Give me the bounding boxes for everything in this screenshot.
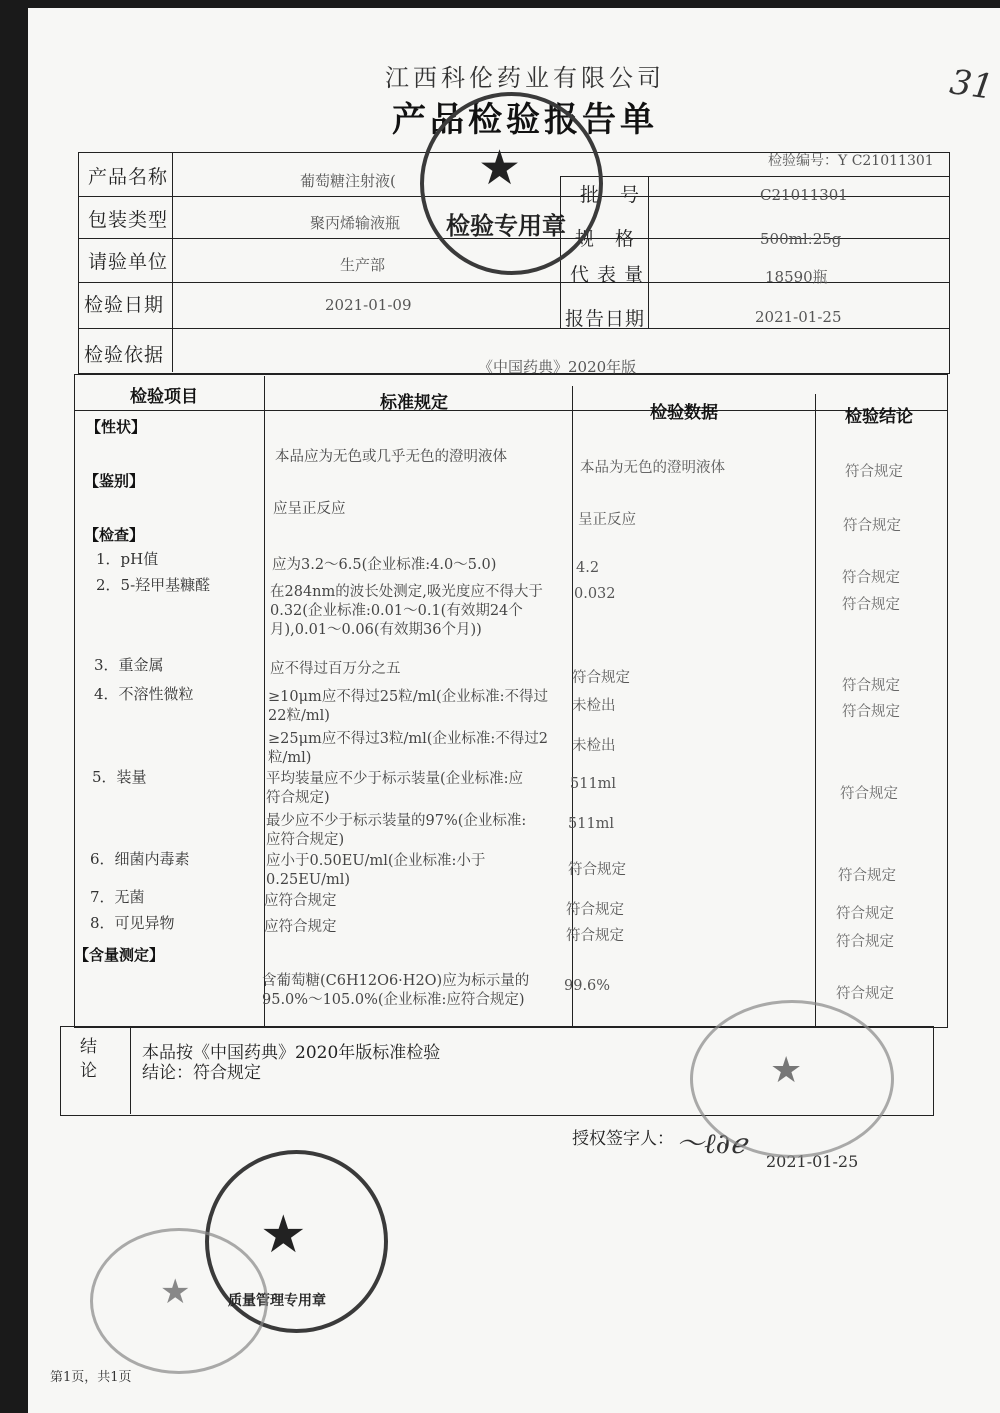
fill-conclusion: 符合规定 [840, 786, 898, 802]
sterile-standard: 应符合规定 [264, 893, 337, 909]
ph-standard: 应为3.2～6.5(企业标准:4.0～5.0) [272, 557, 497, 573]
ph-data: 4.2 [576, 560, 600, 576]
label-package: 包装类型 [88, 209, 169, 231]
label-report-date: 报告日期 [565, 308, 646, 330]
hmf-data: 0.032 [574, 586, 616, 602]
section-inspection: 【检查】 [84, 526, 145, 544]
ident-data: 呈正反应 [578, 512, 636, 528]
fill-data-min: 511ml [568, 816, 615, 832]
item-particles: 4．不溶性微粒 [94, 685, 194, 703]
report-number: 检验编号：Y C21011301 [768, 153, 934, 169]
assay-data: 99.6% [564, 978, 611, 994]
label-test-date: 检验日期 [84, 294, 165, 316]
report-title: 产品检验报告单 [392, 100, 658, 140]
handwritten-signature: 〜ℓ∂ℯ [676, 1127, 747, 1160]
properties-conclusion: 符合规定 [845, 464, 903, 480]
heavy-standard: 应不得过百万分之五 [270, 661, 401, 677]
spec: 500ml:25g [760, 230, 842, 248]
endo-standard: 应小于0.50EU/ml(企业标准:小于0.25EU/ml) [266, 853, 486, 888]
company-name: 江西科伦药业有限公司 [385, 64, 665, 92]
col-data: 检验数据 [650, 403, 718, 423]
section-properties: 【性状】 [86, 418, 147, 436]
star-icon: ★ [160, 1272, 191, 1312]
quantity: 18590瓶 [765, 268, 828, 286]
conclusion-label-2: 论 [80, 1061, 97, 1081]
particle-conclusion: 符合规定 [842, 704, 900, 720]
item-heavy-metal: 3．重金属 [94, 656, 164, 674]
product-name: 葡萄糖注射液( [300, 172, 396, 190]
ident-standard: 应呈正反应 [273, 501, 346, 517]
quality-seal-text: 质量管理专用章 [228, 1293, 326, 1309]
properties-standard: 本品应为无色或几乎无色的澄明液体 [275, 449, 507, 465]
visible-conclusion: 符合规定 [836, 934, 894, 950]
particle-data-10um: 未检出 [572, 698, 616, 714]
col-item: 检验项目 [130, 387, 198, 407]
star-icon: ★ [478, 140, 522, 196]
section-identification: 【鉴别】 [84, 472, 145, 490]
item-hmf: 2．5-羟甲基糠醛 [96, 576, 211, 594]
batch-number: C21011301 [760, 186, 848, 204]
section-assay: 【含量测定】 [74, 946, 165, 964]
label-requester: 请验单位 [88, 251, 169, 273]
fill-data-avg: 511ml [570, 776, 617, 792]
conclusion-label-1: 结 [80, 1037, 97, 1057]
sterile-data: 符合规定 [566, 902, 624, 918]
label-spec: 规 格 [575, 228, 636, 250]
hmf-standard: 在284nm的波长处测定,吸光度应不得大于0.32(企业标准:0.01～0.1(有效期24个月),0.01～0.06(有效期36个月)) [270, 584, 543, 638]
heavy-data: 符合规定 [572, 670, 630, 686]
heavy-conclusion: 符合规定 [842, 678, 900, 694]
col-standard: 标准规定 [380, 393, 448, 413]
item-ph: 1．pH值 [96, 550, 159, 568]
star-icon: ★ [260, 1205, 307, 1265]
inspection-seal-text: 检验专用章 [446, 211, 566, 240]
particle-standard-25um: ≥25μm应不得过3粒/ml(企业标准:不得过2粒/ml) [268, 731, 549, 766]
particle-standard-10um: ≥10μm应不得过25粒/ml(企业标准:不得过22粒/ml) [268, 689, 549, 724]
assay-conclusion: 符合规定 [836, 986, 894, 1002]
label-product-name: 产品名称 [88, 166, 169, 188]
ph-conclusion: 符合规定 [842, 570, 900, 586]
conclusion-line-2: 结论：符合规定 [142, 1063, 261, 1083]
conclusion-line-1: 本品按《中国药典》2020年版标准检验 [142, 1043, 441, 1063]
properties-data: 本品为无色的澄明液体 [580, 460, 725, 476]
fill-standard-min: 最少应不少于标示装量的97%(企业标准:应符合规定) [266, 813, 527, 848]
requester: 生产部 [340, 256, 386, 274]
report-date: 2021-01-25 [755, 308, 842, 326]
signatory-label: 授权签字人： [572, 1129, 674, 1149]
assay-standard: 含葡萄糖(C6H12O6·H2O)应为标示量的95.0%～105.0%(企业标准:应符合规定) [262, 973, 530, 1008]
hmf-conclusion: 符合规定 [842, 597, 900, 613]
item-fill-volume: 5．装量 [92, 768, 147, 786]
item-sterility: 7．无菌 [90, 888, 145, 906]
particle-data-25um: 未检出 [572, 738, 616, 754]
endo-conclusion: 符合规定 [838, 868, 896, 884]
test-date: 2021-01-09 [325, 296, 412, 314]
page-mark: 31 [947, 62, 996, 108]
sterile-conclusion: 符合规定 [836, 906, 894, 922]
test-basis: 《中国药典》2020年版 [478, 358, 637, 376]
ident-conclusion: 符合规定 [843, 518, 901, 534]
label-batch: 批 号 [580, 184, 641, 206]
fill-standard-avg: 平均装量应不少于标示装量(企业标准:应符合规定) [266, 771, 524, 806]
endo-data: 符合规定 [568, 862, 626, 878]
label-quantity: 代 表 量 [570, 264, 645, 286]
sign-date: 2021-01-25 [766, 1152, 859, 1171]
item-visible-particles: 8．可见异物 [90, 914, 175, 932]
visible-data: 符合规定 [566, 928, 624, 944]
label-basis: 检验依据 [84, 344, 165, 366]
page-footer: 第1页，共1页 [50, 1370, 132, 1385]
col-conclusion: 检验结论 [845, 407, 913, 427]
item-endotoxin: 6．细菌内毒素 [90, 850, 190, 868]
visible-standard: 应符合规定 [264, 919, 337, 935]
star-icon: ★ [770, 1050, 803, 1091]
package-type: 聚丙烯输液瓶 [310, 214, 401, 232]
